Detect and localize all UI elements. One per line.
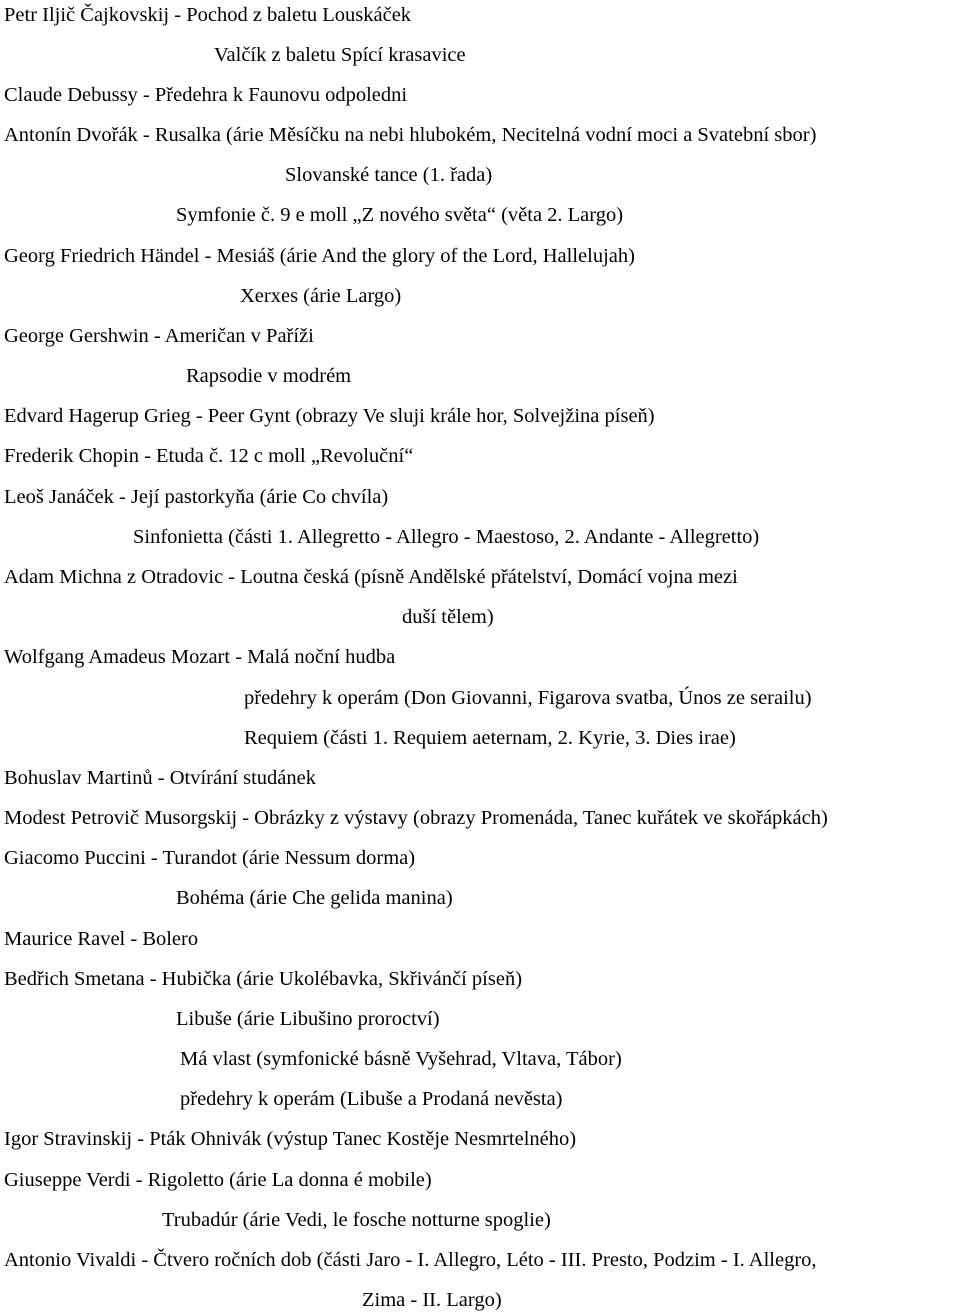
list-item: Claude Debussy - Předehra k Faunovu odpoledni — [4, 84, 408, 106]
list-item: duší tělem) — [402, 606, 494, 628]
list-item: Giacomo Puccini - Turandot (árie Nessum dorma) — [4, 847, 416, 869]
list-item: Rapsodie v modrém — [186, 365, 352, 387]
list-item: Petr Iljič Čajkovskij - Pochod z baletu Louskáček — [4, 4, 412, 26]
list-item: Antonio Vivaldi - Čtvero ročních dob (části Jaro - I. Allegro, Léto - III. Presto, Podzim - I. Allegro, — [4, 1249, 817, 1271]
list-item: Antonín Dvořák - Rusalka (árie Měsíčku na nebi hlubokém, Necitelná vodní moci a Svatební sbor) — [4, 124, 817, 146]
list-item: Wolfgang Amadeus Mozart - Malá noční hudba — [4, 646, 396, 668]
list-item: Edvard Hagerup Grieg - Peer Gynt (obrazy Ve sluji krále hor, Solvejžina píseň) — [4, 405, 655, 427]
list-item: Igor Stravinskij - Pták Ohnivák (výstup Tanec Kostěje Nesmrtelného) — [4, 1128, 577, 1150]
list-item: Libuše (árie Libušino proroctví) — [176, 1008, 440, 1030]
list-item: Trubadúr (árie Vedi, le fosche notturne spoglie) — [162, 1209, 551, 1231]
list-item: Sinfonietta (části 1. Allegretto - Allegro - Maestoso, 2. Andante - Allegretto) — [133, 526, 760, 548]
list-item: Bohuslav Martinů - Otvírání studánek — [4, 767, 317, 789]
list-item: Maurice Ravel - Bolero — [4, 928, 199, 950]
list-item: Modest Petrovič Musorgskij - Obrázky z výstavy (obrazy Promenáda, Tanec kuřátek ve skořápkách) — [4, 807, 828, 829]
list-item: Slovanské tance (1. řada) — [285, 164, 493, 186]
list-item: Giuseppe Verdi - Rigoletto (árie La donna é mobile) — [4, 1169, 432, 1191]
list-item: Symfonie č. 9 e moll „Z nového světa“ (věta 2. Largo) — [176, 204, 624, 226]
list-item: Xerxes (árie Largo) — [240, 285, 402, 307]
list-item: Má vlast (symfonické básně Vyšehrad, Vltava, Tábor) — [180, 1048, 622, 1070]
list-item: Requiem (části 1. Requiem aeternam, 2. Kyrie, 3. Dies irae) — [244, 727, 736, 749]
list-item: Valčík z baletu Spící krasavice — [214, 44, 466, 66]
list-item: George Gershwin - Američan v Paříži — [4, 325, 314, 347]
list-item: předehry k operám (Don Giovanni, Figarova svatba, Únos ze serailu) — [244, 687, 812, 709]
list-item: Zima - II. Largo) — [362, 1289, 502, 1311]
list-item: Leoš Janáček - Její pastorkyňa (árie Co chvíla) — [4, 486, 389, 508]
list-item: Bedřich Smetana - Hubička (árie Ukolébavka, Skřivánčí píseň) — [4, 968, 523, 990]
list-item: Bohéma (árie Che gelida manina) — [176, 887, 453, 909]
list-item: Frederik Chopin - Etuda č. 12 c moll „Revoluční“ — [4, 445, 414, 467]
list-item: Georg Friedrich Händel - Mesiáš (árie And the glory of the Lord, Hallelujah) — [4, 245, 635, 267]
list-item: Adam Michna z Otradovic - Loutna česká (písně Andělské přátelství, Domácí vojna mezi — [4, 566, 738, 588]
list-item: předehry k operám (Libuše a Prodaná nevěsta) — [180, 1088, 563, 1110]
